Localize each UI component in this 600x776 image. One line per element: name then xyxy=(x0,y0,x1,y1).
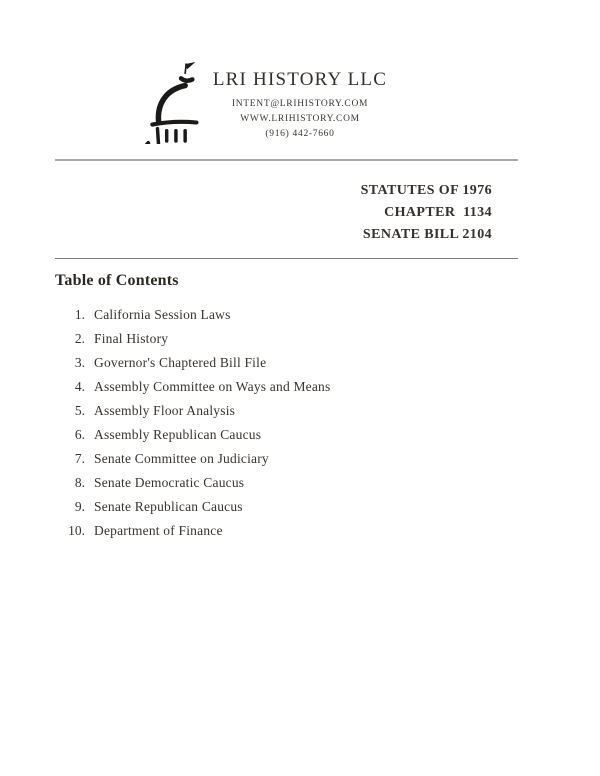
toc-item xyxy=(55,351,525,375)
toc-item-label: Assembly Committee on Ways and Means xyxy=(94,379,331,394)
toc-item-label: Senate Republican Caucus xyxy=(94,499,243,514)
divider-bottom xyxy=(55,258,518,259)
toc-item-label: Senate Committee on Judiciary xyxy=(94,451,269,466)
company-block xyxy=(0,70,600,142)
toc-item xyxy=(55,519,525,543)
table-of-contents xyxy=(55,272,525,543)
toc-item xyxy=(55,327,525,351)
company-name: LRI HISTORY LLC xyxy=(212,69,388,90)
toc-item-label: Assembly Floor Analysis xyxy=(94,403,236,418)
toc-item-number: 2. xyxy=(74,331,85,346)
toc-item-label: Senate Democratic Caucus xyxy=(94,475,245,490)
bill-identification xyxy=(361,180,492,246)
company-website: WWW.LRIHISTORY.COM xyxy=(240,114,360,124)
toc-list xyxy=(55,303,525,543)
toc-item-number: 4. xyxy=(74,379,85,394)
senate-bill-line: SENATE BILL 2104 xyxy=(362,227,492,242)
company-phone: (916) 442-7660 xyxy=(265,129,335,139)
toc-item-number: 9. xyxy=(74,499,85,514)
toc-item-label: Assembly Republican Caucus xyxy=(94,427,262,442)
toc-item-label: Governor's Chaptered Bill File xyxy=(94,355,267,370)
toc-item-number: 3. xyxy=(74,355,85,370)
toc-item xyxy=(55,303,525,327)
company-email: INTENT@LRIHISTORY.COM xyxy=(231,99,369,109)
chapter-line: CHAPTER 1134 xyxy=(384,205,492,220)
toc-item xyxy=(55,447,525,471)
toc-item-number: 6. xyxy=(74,427,85,442)
toc-item-label: Final History xyxy=(94,331,169,346)
toc-item-number: 10. xyxy=(68,523,85,538)
toc-item xyxy=(55,399,525,423)
toc-item xyxy=(55,375,525,399)
divider-top xyxy=(55,159,518,161)
toc-title: Table of Contents xyxy=(55,272,179,289)
toc-item-number: 5. xyxy=(74,403,85,418)
toc-item xyxy=(55,495,525,519)
toc-item xyxy=(55,471,525,495)
toc-item-number: 7. xyxy=(74,451,85,466)
toc-item-number: 1. xyxy=(74,307,85,322)
toc-item-number: 8. xyxy=(74,475,85,490)
toc-item-label: Department of Finance xyxy=(94,523,223,538)
toc-item-label: California Session Laws xyxy=(94,307,231,322)
statutes-line: STATUTES OF 1976 xyxy=(360,183,492,198)
toc-item xyxy=(55,423,525,447)
